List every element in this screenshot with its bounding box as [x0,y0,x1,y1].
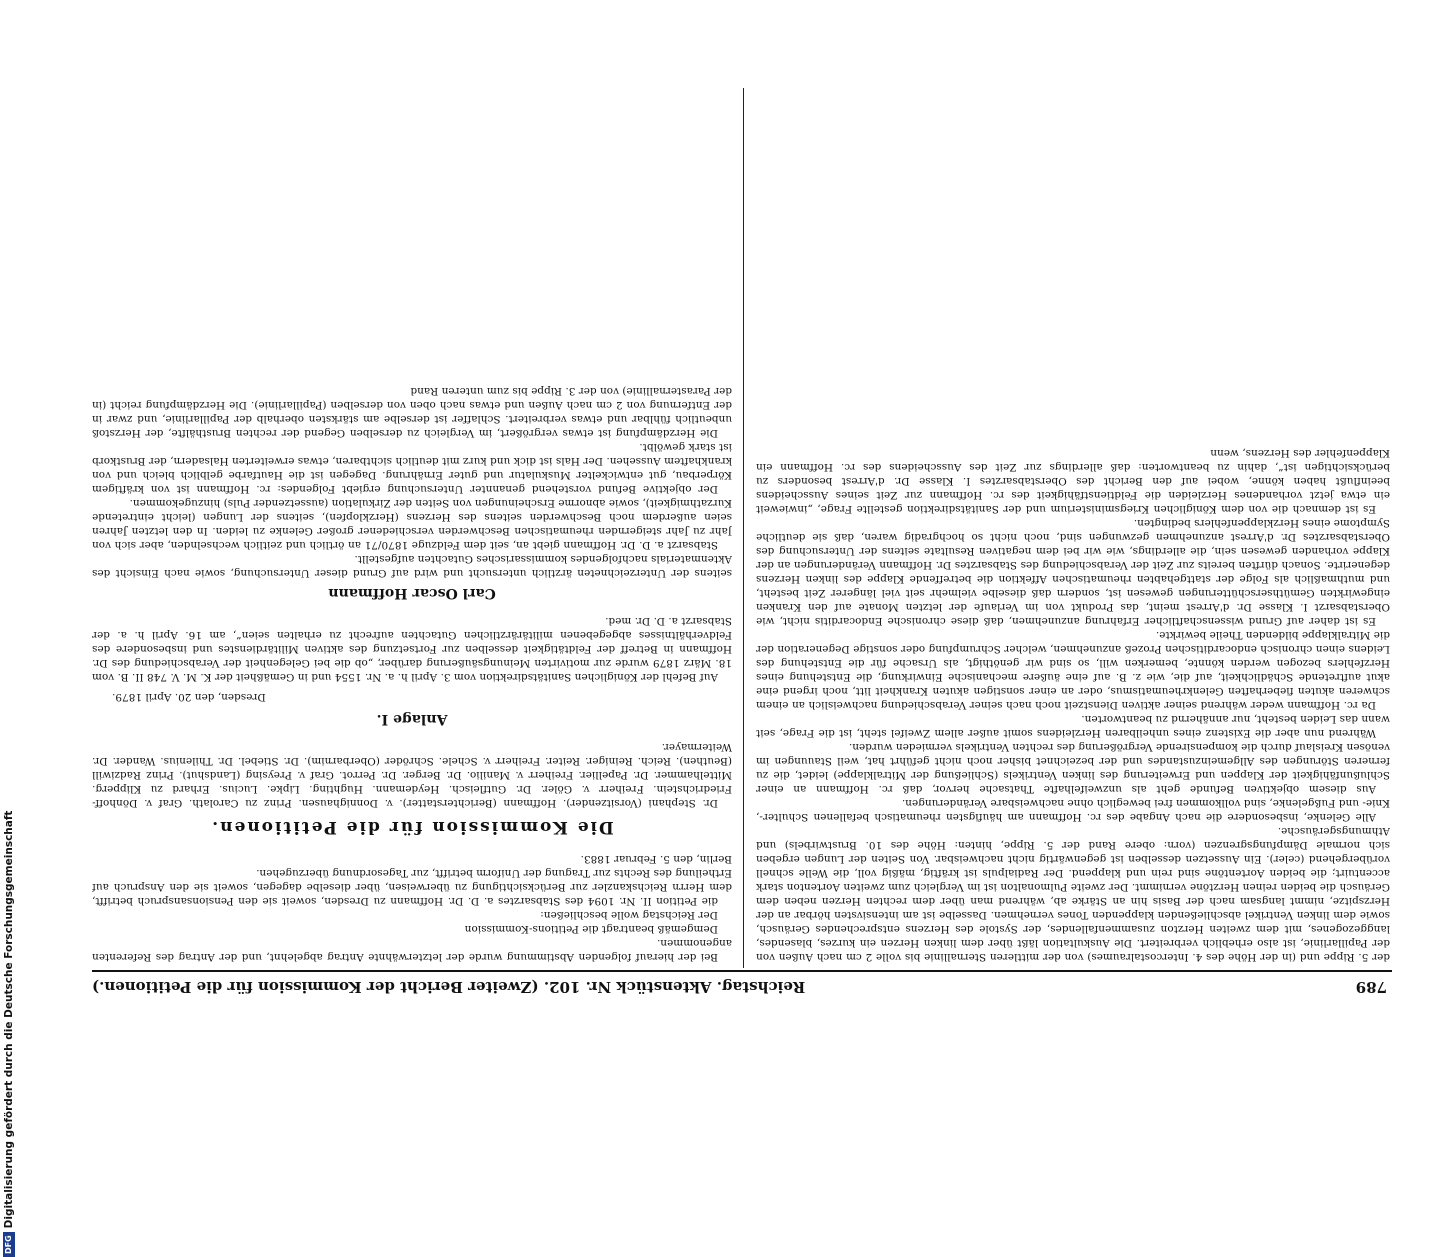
paragraph: Der Reichstag wolle beschließen: [540,909,718,921]
digitization-credit [3,327,17,1257]
paragraph: Alle Gelenke, insbesondere die nach Angabe des rc. Hoffmann am häufigsten rheumatisch befallenen Schulter-, Knie- und Fußgelenke, sind vollkommen frei beweglich ohne nachweisbare Veränderungen. [756,797,1390,823]
paragraph: Aus diesem objektiven Befunde geht als unzweifelhafte Thatsache hervor, daß rc. Hoffmann an einer Schlußunfähigkeit der Klappen und Erweiterung des linken Ventrikels (Schließung der Mitralklappe) leidet, die zu ferneren Störungen des Allgemeinzustandes und der bezeichnet bisher noch nicht geführt hat, weil Stauungen im venösen Kreislauf durch die kompensirende Vergrößerung des rechten Ventrikels vermieden wurden. [756,741,1390,795]
paragraph: Es ist demnach die von dem Königlichen Kriegsministerium und der Sanitätsdirektion gestellte Frage, „inwieweit ein etwa jetzt vorhandenes Herzleiden die Feldtienstfähigkeit des rc. Hoffmann zur Zeit seines Ausscheidens beeinflußt haben könne, wobei auf den Bericht des Oberstabsarztes I. Klasse Dr. d'Arrest besonders zu berücksichtigen ist“, dahin zu beantworten: daß allerdings zur Zeit des Ausscheidens des rc. Hoffmann ein Klappenfehler des Herzens, wenn [756,447,1390,515]
credit-text: Digitalisierung gefördert durch die Deutsche Forschungsgemeinschaft [3,810,15,1229]
paragraph: Demgemäß beantragt die Petitions-Kommission [464,923,718,935]
header-title: Reichstag. Aktenstück Nr. 102. (Zweiter Bericht der Kommission für die Petitionen.) [92,978,806,996]
paragraph: Da rc. Hoffmann weder während seiner aktiven Dienstzeit noch nach seiner Verabschiedung nachweislich an einem schweren akuten fieberhaften Gelenkrheumatismus, oder an einer sonstigen akuten Krankheit litt, noch irgend eine akut auftretende Schädlichkeit, auf die, wie z. B. auf eine äußere mechanische Einwirkung, die Entstehung eines Herzfehlers bezogen werden könnte, bemerken will, so sind wir genöthigt, als Ursache für die Entstehung des Leidens einen chronisch endocarditischen Prozeß anzunehmen, welcher Schrumpfung oder sonstige Degeneration der die Mitralklappe bildenden Theile bewirkte. [756,629,1390,711]
paragraph: Bei der hierauf folgenden Abstimmung wurde der letzterwähnte Antrag abgelehnt, und der Antrag des Referenten angenommen. [92,937,732,963]
annex-date: Dresden, den 20. April 1879. [112,691,266,703]
right-column [756,84,1390,964]
paragraph: Es ist daher auf Grund wissenschaftlicher Erfahrung anzunehmen, daß diese chronische Endocarditis nicht, wie Oberstabsarzt I. Klasse Dr. d'Arrest meint, das Produkt von im Verlaufe der letzten Monate auf den Kranken eingewirkten Gemüthserschütterungen gewesen ist, sondern daß dieselbe vielmehr seit viel längerer Zeit besteht, und muthmaßlich als Folge der stattgehabten rheumatischen Affektion die betreffende Klappe des linken Herzens degenerirte. Sonach dürften bereits zur Zeit der Verabschiedung des Stabsarztes Dr. Hoffmann Veränderungen an der Klappe vorhanden gewesen sein, die allerdings, wie wir bei dem negativen Resultate seitens der Untersuchung des Oberstabsarztes Dr. d'Arrest anzunehmen gezwungen sind, noch nicht so hochgradig waren, daß sie deutliche Symptome eines Herzklappenfehlers bedingten. [756,517,1390,627]
commission-members: Dr. Stephani (Vorsitzender). Hoffmann (Berichterstatter). v. Donnighausen. Prinz zu Carolath. Graf v. Dönhoff-Friedrichstein. Freiherr v. Göler. Dr. Gutfleisch. Heydemann. Hughting. Lipke. Lucius. Erhard zu Klipperg. Mittelhammer. Dr. Papellier. Freiherr v. Manilio. Dr. Berger. Dr. Perrot. Graf v. Preysing (Landshut). Prinz Radziwill (Beuthen). Reich. Reiniger. Reiter. Freiherr v. Schele. Schröder (Oberbarnim). Dr. Stiebel. Dr. Thilenius. Wander. Dr. Weitermayer. [92,741,732,809]
annex-name: Carl Oscar Hoffmann [328,585,496,601]
place-date: Berlin, den 5. Februar 1883. [580,853,732,865]
paragraph: Der objektive Befund vorstehend genannter Untersuchung ergiebt Folgendes: rc. Hoffmann ist von kräftigem Körperbau, gut entwickelter Muskulatur und guter Ernährung. Dagegen ist die Hautfarbe gelblich bleich und von krankhaftem Aussehen. Der Hals ist dick und kurz mit deutlich sichtbaren, etwas erweiterten Halsadern, der Brustkorb ist stark gewölbt. [92,441,732,495]
paragraph: Die Herzdämpfung ist etwas vergrößert, im Vergleich zu derselben Gegend der rechten Brusthälfte, der Herzstoß unbeutlich fühlbar und etwas verbreitert. Schlaffer ist derselbe am stärksten oberhalb der Papillarlinie, und zwar in der Entfernung von 2 cm nach Außen und etwas nach oben von derselben (Papillarlinie). Die Herzdämpfung reicht (in der Parasternallinie) von der 3. Rippe bis zum unteren Rand [92,385,732,439]
paragraph: seitens der Unterzeichneten ärztlich untersucht und wird auf Grund dieser Untersuchung, sowie nach Einsicht des Aktenmaterials nachfolgendes kommissarisches Gutachten aufgestellt. [92,553,732,579]
header-rule [92,970,1392,972]
paragraph: Stabsarzt a. D. Dr. Hoffmann giebt an, seit dem Feldzuge 1870/71 an örtlich und zeitlich wechselnden, aber sich von Jahr zu Jahr steigernden rheumatischen Beschwerden verschiedener großer Gelenke zu leiden. In den letzten Jahren seien außerdem noch Beschwerden seitens des Herzens (Herzklopfen), seitens der Lungen (leicht eintretende Kurzathmigkeit), sowie abnorme Erscheinungen von Seiten der Zirkulation (aussetzender Puls) hinzugekommen. [92,497,732,551]
paragraph: die Petition II. Nr. 1094 des Stabsarztes a. D. Dr. Hoffmann zu Dresden, soweit sie den Pensionsanspruch betrifft, dem Herrn Reichskanzler zur Berücksichtigung zu überweisen, über dieselbe dagegen, soweit sie den Anspruch auf Ertheilung des Rechts zur Tragung der Uniform betrifft, zur Tagesordnung überzugehen. [92,867,732,907]
running-header [92,978,1392,996]
column-rule [743,88,744,968]
dfg-logo: DFG [3,1232,15,1257]
paragraph: Während nun aber die Existenz eines unheilbaren Herzleidens somit außer allem Zweifel steht, ist die Frage, seit wann das Leiden besteht, nur annähernd zu beantworten. [756,713,1390,739]
annex-title: Anlage I. [376,711,448,727]
commission-title: Die Kommission für die Petitionen. [210,817,614,837]
left-column [92,84,732,964]
paragraph: der 5. Rippe und (in der Höhe des 4. Intercostalraumes) von der mittleren Sternallinie bis volle 2 cm nach Außen von der Papillarlinie, ist also erheblich verbreitert. Die Auskultation läßt über dem linken Herzen ein kurzes, blasendes, langgezogenes, mit dem zweiten Herzton zusammenfallendes, der Systole des Herzens entsprechendes Geräusch, sowie dem linken Ventrikel abschließenden klappenden Tones vernehmen. Dasselbe ist am intensivsten hörbar an der Herzspitze, nimmt langsam nach der Basis hin an Stärke ab, während man über dem rechten Herzen neben dem Geräusch die beiden reinen Herztöne vernimmt. Der zweite Pulmonalton ist im Vergleich zum zweiten Aortenton stark accentuirt; die beiden Aortentöne sind rein und klappend. Der Radialpuls ist kräftig, mäßig voll, die Welle schnell vorübergehend (celer). Ein Aussetzen desselben ist gegenwärtig nicht nachweisbar. Von Seiten der Lungen ergeben sich normale Dämpfungsgrenzen (vorn: obere Rand der 5. Rippe, hinten: Höhe des 10. Brustwirbels) und Athmungsgeräusche. [756,825,1390,963]
page-number: 789 [1355,978,1387,996]
paragraph: Auf Befehl der Königlichen Sanitätsdirektion vom 3. April h. a. Nr. 1554 und in Gemäßheit der K. M. V. 748 II. B. vom 18. März 1879 wurde zur motivirten Meinungsäußerung darüber, „ob die bei Gelegenheit der Verabschiedung des Dr. Hoffmann in Betreff der Feldtätigkeit desselben zur Fortsetzung des aktiven Militärdienstes und insbesondere des Feldverhältnisses abgegebenen militärärztlichen Gutachten aufrecht zu erhalten seien“, am 16. April h. a. der Stabsarzt a. D. Dr. med. [92,615,732,683]
